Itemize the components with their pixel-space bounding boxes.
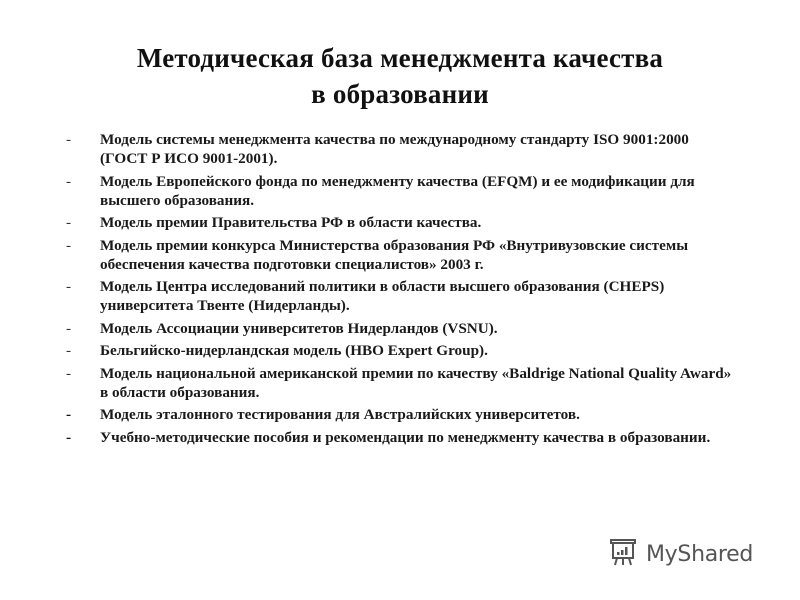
list-item-text: Учебно-методические пособия и рекомендации по менеджменту качества в образовании.	[100, 428, 711, 446]
list-item	[66, 428, 736, 447]
list-item	[66, 130, 736, 168]
list-item-text: Модель эталонного тестирования для Австралийских университетов.	[100, 406, 580, 423]
list-item	[66, 364, 736, 402]
list-item-text: Модель системы менеджмента качества по международному стандарту ISO 9001:2000 (ГОСТ Р ИСО 9001-2001).	[100, 131, 689, 167]
list-item	[66, 405, 736, 424]
list-item-text: Бельгийско-нидерландская модель (HBO Expert Group).	[100, 342, 488, 359]
list-item	[66, 341, 736, 360]
list-item-text: Модель национальной американской премии по качеству «Baldrige National Quality Award» в области образования.	[100, 364, 732, 401]
bullet-dash: -	[66, 236, 72, 254]
bullet-dash: -	[66, 131, 72, 148]
bullet-dash: -	[66, 364, 72, 382]
presentation-board-icon	[606, 535, 640, 574]
list-item-text: Модель Центра исследований политики в области высшего образования (CHEPS) университета Твенте (Нидерланды).	[100, 278, 665, 314]
bullet-dash: -	[66, 172, 72, 190]
list-item-text: Модель Ассоциации университетов Нидерландов (VSNU).	[100, 319, 498, 337]
list-item-text: Модель премии конкурса Министерства образования РФ «Внутривузовские системы обеспечения качества подготовки специалистов» 2003 г.	[100, 236, 689, 273]
watermark-text: MyShared	[646, 541, 754, 567]
list-item-text: Модель Европейского фонда по менеджменту качества (EFQM) и ее модификации для высшего образования.	[100, 172, 695, 209]
bullet-dash: -	[66, 278, 72, 295]
slide-title-line-1: Методическая база менеджмента качества	[136, 43, 664, 73]
bullet-dash: -	[66, 406, 72, 423]
list-item	[66, 319, 736, 338]
myshared-watermark	[606, 536, 753, 572]
list-item-text: Модель премии Правительства РФ в области качества.	[100, 214, 482, 231]
list-item	[66, 213, 736, 232]
list-item	[66, 277, 736, 315]
bullet-dash: -	[66, 342, 72, 359]
bullet-dash: -	[66, 214, 72, 231]
bullet-dash: -	[66, 319, 72, 337]
list-item	[66, 236, 736, 274]
slide-title-line-2: в образовании	[311, 79, 489, 109]
slide-title	[0, 40, 800, 112]
methodology-list	[66, 130, 736, 450]
bullet-dash: -	[66, 428, 72, 446]
list-item	[66, 172, 736, 210]
